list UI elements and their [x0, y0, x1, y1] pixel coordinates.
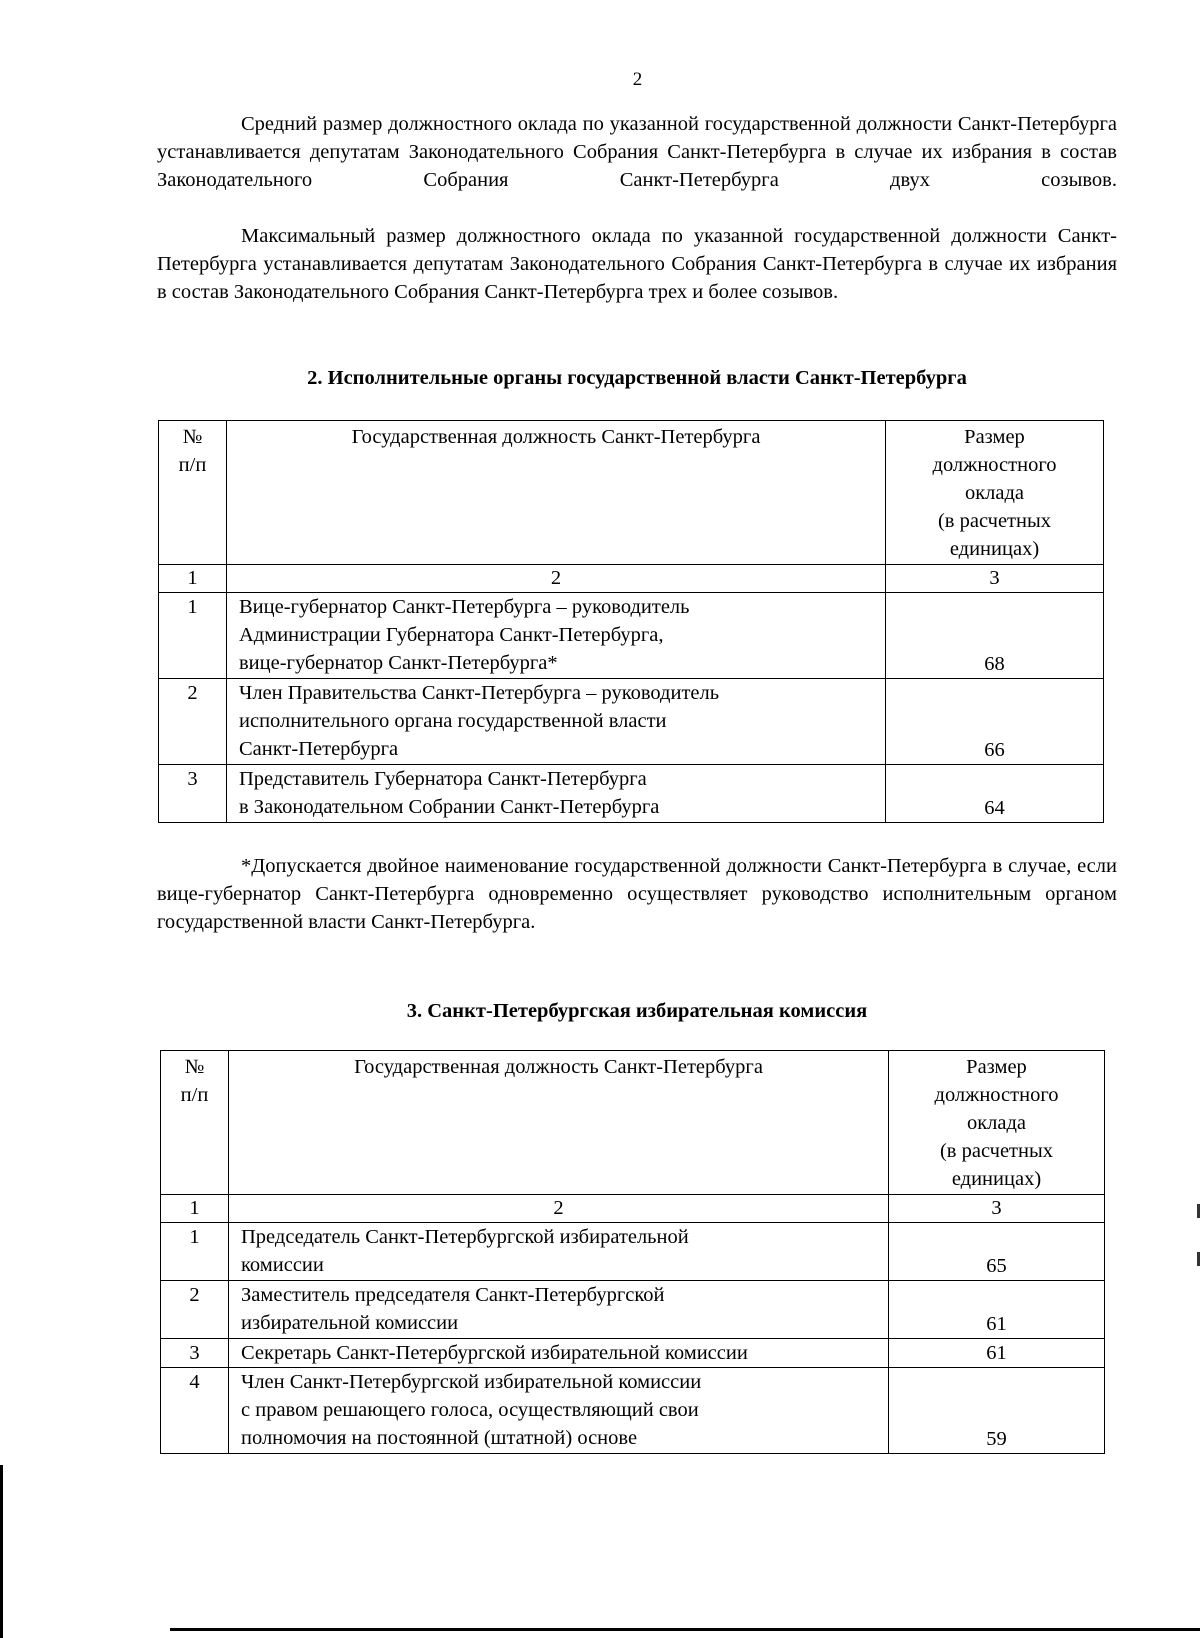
header-position-cell: Государственная должность Санкт-Петербурга: [229, 1051, 889, 1195]
table-header-row: [159, 421, 1104, 565]
intro-paragraph-1: Средний размер должностного оклада по указанной государственной должности Санкт-Петербурга устанавливается депутатам Законодательного Собрания Санкт-Петербурга в случае их избрания в состав Законодательного Собрания Санкт-Петербурга двух созывов.: [157, 113, 1117, 191]
row-number: 3: [159, 765, 227, 823]
section2-title: 2. Исполнительные органы государственной власти Санкт-Петербурга: [307, 367, 967, 389]
header-number-cell: № п/п: [161, 1051, 229, 1195]
row-position: Вице-губернатор Санкт-Петербурга – руководитель Администрации Губернатора Санкт-Петербурга, вице-губернатор Санкт-Петербурга*: [227, 593, 886, 679]
column-number: 1: [159, 565, 227, 593]
scan-bottom-line: [170, 1628, 1200, 1631]
row-salary: 68: [886, 593, 1104, 679]
row-number: 4: [161, 1368, 229, 1454]
table-row: [159, 765, 1104, 823]
column-numbering-row: [161, 1195, 1105, 1223]
section3-title: 3. Санкт-Петербургская избирательная комиссия: [406, 1000, 868, 1022]
row-position: Председатель Санкт-Петербургской избирательной комиссии: [229, 1223, 889, 1281]
row-position: Заместитель председателя Санкт-Петербургской избирательной комиссии: [229, 1281, 889, 1339]
section2-table: [158, 420, 1104, 823]
column-number: 1: [161, 1195, 229, 1223]
row-salary: 64: [886, 765, 1104, 823]
row-position: Представитель Губернатора Санкт-Петербурга в Законодательном Собрании Санкт-Петербурга: [227, 765, 886, 823]
row-number: 3: [161, 1339, 229, 1368]
scan-edge-mark: [0, 1465, 3, 1638]
row-number: 2: [159, 679, 227, 765]
row-salary: 61: [889, 1281, 1105, 1339]
column-numbering-row: [159, 565, 1104, 593]
column-number: 3: [886, 565, 1104, 593]
header-number-cell: № п/п: [159, 421, 227, 565]
table-row: [161, 1281, 1105, 1339]
row-position: Секретарь Санкт-Петербургской избирательной комиссии: [229, 1339, 889, 1368]
row-salary: 59: [889, 1368, 1105, 1454]
row-salary: 66: [886, 679, 1104, 765]
page-number: 2: [632, 69, 643, 90]
table-row: [159, 679, 1104, 765]
row-number: 2: [161, 1281, 229, 1339]
intro-paragraph-2: Максимальный размер должностного оклада по указанной государственной должности Санкт-Петербурга устанавливается депутатам Законодательного Собрания Санкт-Петербурга в случае их избрания в состав Законодательного Собрания Санкт-Петербурга трех и более созывов.: [157, 225, 1117, 303]
table-row: [161, 1339, 1105, 1368]
header-position-cell: Государственная должность Санкт-Петербурга: [227, 421, 886, 565]
table-row: [161, 1368, 1105, 1454]
section3-table: [160, 1050, 1105, 1454]
header-salary-cell: Размер должностного оклада (в расчетных единицах): [886, 421, 1104, 565]
table-row: [161, 1223, 1105, 1281]
row-number: 1: [159, 593, 227, 679]
row-salary: 61: [889, 1339, 1105, 1368]
footnote: *Допускается двойное наименование государственной должности Санкт-Петербурга в случае, если вице-губернатор Санкт-Петербурга одновременно осуществляет руководство исполнительным органом государственной власти Санкт-Петербурга.: [157, 855, 1117, 933]
table-header-row: [161, 1051, 1105, 1195]
row-salary: 65: [889, 1223, 1105, 1281]
header-salary-cell: Размер должностного оклада (в расчетных единицах): [889, 1051, 1105, 1195]
column-number: 3: [889, 1195, 1105, 1223]
row-position: Член Правительства Санкт-Петербурга – руководитель исполнительного органа государственной власти Санкт-Петербурга: [227, 679, 886, 765]
row-number: 1: [161, 1223, 229, 1281]
column-number: 2: [229, 1195, 889, 1223]
table-row: [159, 593, 1104, 679]
row-position: Член Санкт-Петербургской избирательной комиссии с правом решающего голоса, осуществляющий свои полномочия на постоянной (штатной) основе: [229, 1368, 889, 1454]
column-number: 2: [227, 565, 886, 593]
